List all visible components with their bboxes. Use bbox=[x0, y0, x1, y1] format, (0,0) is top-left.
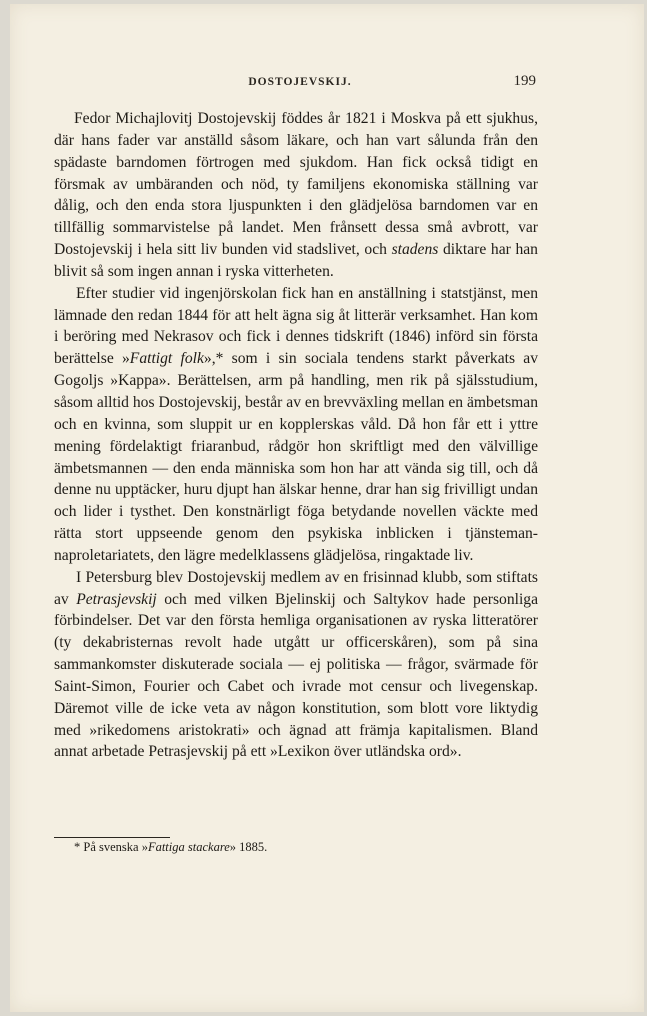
running-title: DOSTOJEVSKIJ. bbox=[248, 76, 352, 88]
footnote-emphasis: Fattiga stackare bbox=[147, 840, 230, 854]
paragraph-3-text-a: I Petersburg blev Dostojevskij medlem av en frisinnad klubb, som stiftats av bbox=[54, 568, 538, 608]
paragraph-1-emphasis: stadens bbox=[391, 241, 439, 259]
paragraph-3-text-b: och med vilken Bjelinskij och Saltykov hade personliga förbindelser. Det var den första hemliga organisationen av ryska litteratörer (ty dekabristernas revolt hade utgått ur officerskåren), som på sina sammankomster diskuterade sociala — ej politiska — frågor, svärmade för Saint-Simon, Fourier och Cabet och ivrade mot censur och livegenskap. Däremot ville de icke veta av någon konstitution, som blott vore liktydig med »rikedomens aristokrati» och ägnad att främja kapitalismen. Bland annat arbetade Petrasjevskij på ett »Lexikon över utländska ord». bbox=[54, 590, 539, 761]
paragraph-1 bbox=[54, 108, 538, 283]
paragraph-3 bbox=[54, 567, 538, 764]
footnote-prefix: * På svenska » bbox=[74, 840, 148, 854]
paragraph-2-text-a: Efter studier vid ingenjörskolan fick han en anställning i statstjänst, men lämnade den redan 1844 för att helt ägna sig åt litterär verksamhet. Han kom i beröring med Nekrasov och fick i dennes tidskrift (1846) införd sin första berättelse » bbox=[54, 284, 538, 368]
body-text bbox=[54, 108, 538, 763]
footnote-suffix: » 1885. bbox=[229, 840, 268, 854]
page-number: 199 bbox=[513, 73, 536, 89]
paragraph-1-tail: diktare har han blivit så som ingen annan i ryska vitterheten. bbox=[54, 241, 538, 280]
footnote bbox=[74, 838, 267, 856]
paragraph-3-emphasis: Petrasjevskij bbox=[76, 590, 157, 608]
paragraph-2-emphasis: Fattigt folk bbox=[129, 350, 204, 368]
book-page bbox=[10, 4, 644, 1012]
paragraph-1-text: Fedor Michajlovitj Dostojevskij föddes år 1821 i Moskva på ett sjukhus, där hans fader var anställd såsom läkare, och han vart sålunda från den spädaste barndomen förtrogen med sjukdom. Han fick också tidigt en försmak av umbäranden och nöd, ty familjens ekonomiska ställning var dålig, och den enda stora ljuspunkten i den glädjelösa barndomen var en tillfällig sommarvistelse på landet. Men frånsett dessa små avbrott, var Dostojevskij i hela sitt liv bunden vid stadslivet, och bbox=[54, 110, 538, 259]
paragraph-2 bbox=[54, 283, 538, 567]
page-header bbox=[64, 71, 536, 95]
paragraph-2-text-b: »,* som i sin sociala tendens starkt påverkats av Gogoljs »Kappa». Berättelsen, arm på handling, men rik på själsstudium, såsom alltid hos Dostojevskij, består av en brevväxling mellan en ämbetsman och en kvinna, som sluppit ur en kopplerskas våld. Då hon får ett i yttre mening fördelaktigt friaranbud, rådgör hon skriftligt med den välvillige ämbetsmannen — den enda människa som hon har att vända sig till, och då denne nu upptäcker, huru djupt han älskar henne, drar han sig frivilligt undan och lider i tysthet. Den konstnärligt föga betydande novellen väckte med rätta stort uppseende genom den psykiska inblicken i tjänstemannaproletariatets, den lägre medelklassens glädjelösa, ringaktade liv. bbox=[54, 350, 538, 564]
